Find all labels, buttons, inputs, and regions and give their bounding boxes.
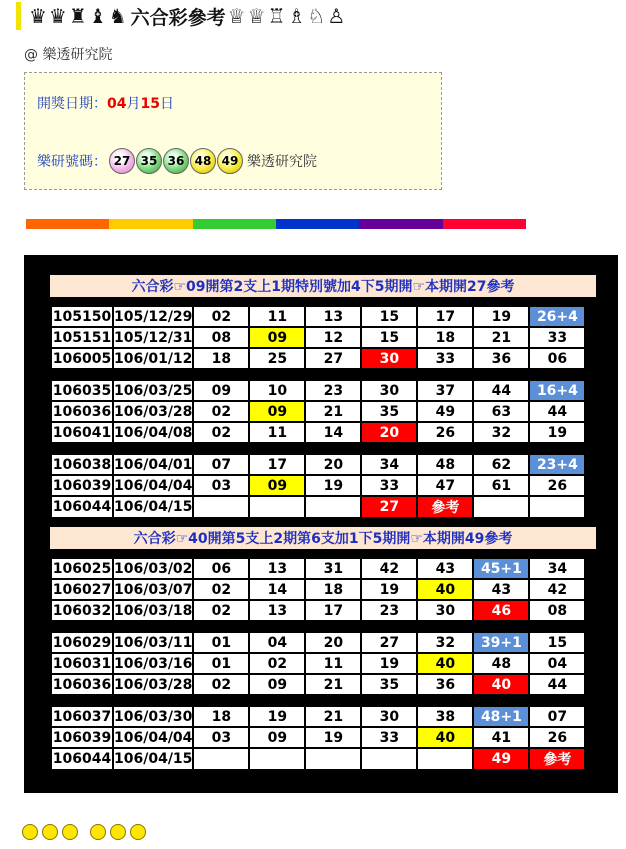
- smiley-icon: [130, 824, 146, 840]
- draw-date-cell: 106/03/28: [113, 401, 193, 422]
- draw-date-cell: 106/04/15: [113, 496, 193, 518]
- number-ball: 35: [136, 148, 162, 174]
- number-balls: [109, 148, 243, 174]
- number-cell: [417, 748, 473, 770]
- number-cell: 06: [193, 558, 249, 579]
- number-cell: 33: [361, 727, 417, 748]
- table-row: [51, 475, 585, 496]
- number-cell: 04: [529, 653, 585, 674]
- number-cell: 15: [361, 327, 417, 348]
- draw-date-cell: 106/04/04: [113, 475, 193, 496]
- number-cell: 01: [193, 632, 249, 653]
- draw-number-cell: 106029: [51, 632, 113, 653]
- number-cell: 44: [473, 380, 529, 401]
- chess-pieces-icon: ♛♛♜♝♞: [29, 4, 129, 28]
- number-cell: 20: [305, 632, 361, 653]
- number-ball: 36: [163, 148, 189, 174]
- number-cell: 34: [361, 454, 417, 475]
- draw-number-cell: 106005: [51, 348, 113, 369]
- number-cell: 02: [193, 600, 249, 621]
- number-cell: 36: [473, 348, 529, 369]
- number-cell: 26: [529, 727, 585, 748]
- draw-date-cell: 106/04/01: [113, 454, 193, 475]
- number-cell: 31: [305, 558, 361, 579]
- title-bar: [16, 2, 626, 30]
- draw-number-cell: 106027: [51, 579, 113, 600]
- number-cell: 19: [249, 706, 305, 727]
- number-cell: 08: [529, 600, 585, 621]
- number-cell: 13: [249, 558, 305, 579]
- number-cell: 19: [361, 653, 417, 674]
- draw-date-cell: 106/03/02: [113, 558, 193, 579]
- draw-number-cell: 106044: [51, 496, 113, 518]
- number-cell: 39+1: [473, 632, 529, 653]
- table-row: [51, 401, 585, 422]
- results-table: [50, 631, 586, 696]
- number-cell: 30: [361, 348, 417, 369]
- number-cell: [361, 748, 417, 770]
- number-cell: 21: [305, 674, 361, 695]
- number-cell: 46: [473, 600, 529, 621]
- draw-number-cell: 106025: [51, 558, 113, 579]
- number-cell: [305, 496, 361, 518]
- number-cell: 07: [193, 454, 249, 475]
- draw-number-cell: 106036: [51, 674, 113, 695]
- number-cell: 12: [305, 327, 361, 348]
- results-table: [50, 453, 586, 519]
- number-cell: 42: [529, 579, 585, 600]
- number-cell: 33: [361, 475, 417, 496]
- smiley-icon: [62, 824, 78, 840]
- number-cell: 10: [249, 380, 305, 401]
- table-row: [51, 558, 585, 579]
- number-cell: 30: [361, 706, 417, 727]
- draw-date-cell: 106/03/28: [113, 674, 193, 695]
- draw-number-cell: 106038: [51, 454, 113, 475]
- draw-date-cell: 106/04/15: [113, 748, 193, 770]
- table-row: [51, 306, 585, 327]
- draw-info-box: [24, 72, 442, 190]
- number-cell: 30: [361, 380, 417, 401]
- number-cell: 19: [529, 422, 585, 443]
- number-cell: 04: [249, 632, 305, 653]
- number-cell: 27: [361, 496, 417, 518]
- number-cell: [193, 748, 249, 770]
- number-cell: 44: [529, 674, 585, 695]
- number-cell: 63: [473, 401, 529, 422]
- rainbow-divider: [26, 219, 526, 229]
- number-cell: 03: [193, 475, 249, 496]
- rainbow-segment: [193, 219, 276, 229]
- draw-number-cell: 106044: [51, 748, 113, 770]
- table-row: [51, 632, 585, 653]
- research-numbers: [37, 148, 317, 174]
- draw-date-cell: 106/03/16: [113, 653, 193, 674]
- number-cell: 09: [249, 674, 305, 695]
- number-cell: 21: [305, 706, 361, 727]
- number-cell: 02: [193, 674, 249, 695]
- number-cell: 17: [305, 600, 361, 621]
- draw-number-cell: 106032: [51, 600, 113, 621]
- results-table: [50, 705, 586, 771]
- day-unit: 日: [159, 96, 174, 112]
- number-cell: [529, 496, 585, 518]
- number-cell: 49: [417, 401, 473, 422]
- draw-date-cell: 106/03/25: [113, 380, 193, 401]
- number-cell: 02: [193, 422, 249, 443]
- draw-date-cell: 106/03/11: [113, 632, 193, 653]
- draw-day: 15: [140, 96, 160, 112]
- table-row: [51, 454, 585, 475]
- number-cell: 19: [473, 306, 529, 327]
- number-cell: 43: [473, 579, 529, 600]
- table-row: [51, 600, 585, 621]
- number-cell: 34: [529, 558, 585, 579]
- number-cell: 18: [305, 579, 361, 600]
- draw-date-cell: 105/12/31: [113, 327, 193, 348]
- table-row: [51, 496, 585, 518]
- rainbow-segment: [359, 219, 442, 229]
- number-cell: 40: [473, 674, 529, 695]
- chess-pieces-icon: ♕♕♖♗♘♙: [227, 4, 348, 28]
- smiley-icon: [90, 824, 106, 840]
- number-cell: 36: [417, 674, 473, 695]
- smiley-icon: [110, 824, 126, 840]
- smiley-icon: [22, 824, 38, 840]
- number-cell: 參考: [529, 748, 585, 770]
- number-cell: 33: [529, 327, 585, 348]
- number-ball: 27: [109, 148, 135, 174]
- site-subtitle: @ 樂透研究院: [24, 47, 113, 63]
- number-cell: 49: [473, 748, 529, 770]
- number-cell: 18: [193, 706, 249, 727]
- section-title: 六合彩☞40開第5支上2期第6支加1下5期開☞本期開49參考: [50, 527, 596, 549]
- number-cell: [473, 496, 529, 518]
- number-cell: 43: [417, 558, 473, 579]
- results-table: [50, 557, 586, 622]
- number-cell: 13: [249, 600, 305, 621]
- number-cell: 14: [249, 579, 305, 600]
- number-cell: [249, 496, 305, 518]
- number-cell: 18: [417, 327, 473, 348]
- number-cell: 18: [193, 348, 249, 369]
- number-cell: 08: [193, 327, 249, 348]
- number-cell: 48: [473, 653, 529, 674]
- table-row: [51, 348, 585, 369]
- number-cell: 35: [361, 401, 417, 422]
- number-cell: 27: [361, 632, 417, 653]
- number-cell: 41: [473, 727, 529, 748]
- number-cell: 02: [249, 653, 305, 674]
- number-cell: 11: [249, 422, 305, 443]
- draw-number-cell: 106039: [51, 475, 113, 496]
- number-cell: 19: [305, 727, 361, 748]
- number-cell: 40: [417, 727, 473, 748]
- number-cell: 35: [361, 674, 417, 695]
- draw-date-cell: 106/03/07: [113, 579, 193, 600]
- number-cell: 20: [305, 454, 361, 475]
- rainbow-segment: [276, 219, 359, 229]
- number-cell: 27: [305, 348, 361, 369]
- org-name: 樂透研究院: [247, 154, 317, 170]
- number-cell: 15: [361, 306, 417, 327]
- number-cell: 15: [529, 632, 585, 653]
- draw-number-cell: 105150: [51, 306, 113, 327]
- rainbow-segment: [26, 219, 109, 229]
- month-unit: 月: [126, 96, 141, 112]
- number-cell: [193, 496, 249, 518]
- number-cell: 01: [193, 653, 249, 674]
- draw-number-cell: 106036: [51, 401, 113, 422]
- draw-date-cell: 105/12/29: [113, 306, 193, 327]
- draw-date: [37, 93, 174, 113]
- number-cell: 參考: [417, 496, 473, 518]
- number-cell: 21: [305, 401, 361, 422]
- draw-date-cell: 106/03/30: [113, 706, 193, 727]
- number-cell: 25: [249, 348, 305, 369]
- number-cell: 07: [529, 706, 585, 727]
- number-cell: 11: [249, 306, 305, 327]
- rainbow-segment: [109, 219, 192, 229]
- number-cell: 09: [249, 327, 305, 348]
- number-cell: 17: [417, 306, 473, 327]
- number-cell: 19: [305, 475, 361, 496]
- draw-date-cell: 106/04/04: [113, 727, 193, 748]
- number-cell: 16+4: [529, 380, 585, 401]
- draw-date-cell: 106/03/18: [113, 600, 193, 621]
- table-row: [51, 422, 585, 443]
- table-row: [51, 706, 585, 727]
- number-cell: 33: [417, 348, 473, 369]
- number-cell: 26: [529, 475, 585, 496]
- number-cell: 20: [361, 422, 417, 443]
- number-cell: 02: [193, 306, 249, 327]
- number-cell: 61: [473, 475, 529, 496]
- number-cell: 37: [417, 380, 473, 401]
- number-cell: 30: [417, 600, 473, 621]
- results-panel: [24, 255, 618, 793]
- number-cell: 44: [529, 401, 585, 422]
- number-cell: 06: [529, 348, 585, 369]
- number-cell: 03: [193, 727, 249, 748]
- number-cell: 42: [361, 558, 417, 579]
- number-cell: 47: [417, 475, 473, 496]
- draw-date-cell: 106/04/08: [113, 422, 193, 443]
- number-cell: 38: [417, 706, 473, 727]
- draw-month: 04: [107, 96, 127, 112]
- number-cell: 32: [473, 422, 529, 443]
- number-cell: 40: [417, 653, 473, 674]
- draw-number-cell: 106031: [51, 653, 113, 674]
- table-row: [51, 727, 585, 748]
- table-row: [51, 579, 585, 600]
- footer-smileys: [22, 824, 146, 840]
- table-row: [51, 380, 585, 401]
- smiley-icon: [42, 824, 58, 840]
- number-cell: 40: [417, 579, 473, 600]
- results-table: [50, 379, 586, 444]
- number-cell: 45+1: [473, 558, 529, 579]
- number-cell: 14: [305, 422, 361, 443]
- number-cell: 11: [305, 653, 361, 674]
- results-table: [50, 305, 586, 370]
- number-cell: 17: [249, 454, 305, 475]
- draw-number-cell: 106035: [51, 380, 113, 401]
- table-row: [51, 674, 585, 695]
- number-cell: 02: [193, 579, 249, 600]
- number-cell: [305, 748, 361, 770]
- draw-number-cell: 106041: [51, 422, 113, 443]
- draw-date-label: 開獎日期：: [37, 96, 107, 112]
- number-cell: 09: [249, 475, 305, 496]
- section-title: 六合彩☞09開第2支上1期特別號加4下5期開☞本期開27參考: [50, 275, 596, 297]
- number-cell: 23: [361, 600, 417, 621]
- number-cell: 26+4: [529, 306, 585, 327]
- number-cell: 23+4: [529, 454, 585, 475]
- number-cell: 13: [305, 306, 361, 327]
- number-cell: 26: [417, 422, 473, 443]
- number-cell: 09: [193, 380, 249, 401]
- number-cell: [249, 748, 305, 770]
- number-cell: 02: [193, 401, 249, 422]
- numbers-label: 樂研號碼：: [37, 154, 107, 170]
- number-cell: 48: [417, 454, 473, 475]
- number-cell: 09: [249, 727, 305, 748]
- page-title: 六合彩參考: [130, 6, 226, 29]
- table-row: [51, 653, 585, 674]
- number-cell: 09: [249, 401, 305, 422]
- draw-number-cell: 106039: [51, 727, 113, 748]
- rainbow-segment: [443, 219, 526, 229]
- number-ball: 49: [217, 148, 243, 174]
- draw-number-cell: 106037: [51, 706, 113, 727]
- draw-date-cell: 106/01/12: [113, 348, 193, 369]
- number-cell: 32: [417, 632, 473, 653]
- table-row: [51, 327, 585, 348]
- table-row: [51, 748, 585, 770]
- draw-number-cell: 105151: [51, 327, 113, 348]
- number-cell: 19: [361, 579, 417, 600]
- number-ball: 48: [190, 148, 216, 174]
- number-cell: 23: [305, 380, 361, 401]
- number-cell: 48+1: [473, 706, 529, 727]
- number-cell: 21: [473, 327, 529, 348]
- number-cell: 62: [473, 454, 529, 475]
